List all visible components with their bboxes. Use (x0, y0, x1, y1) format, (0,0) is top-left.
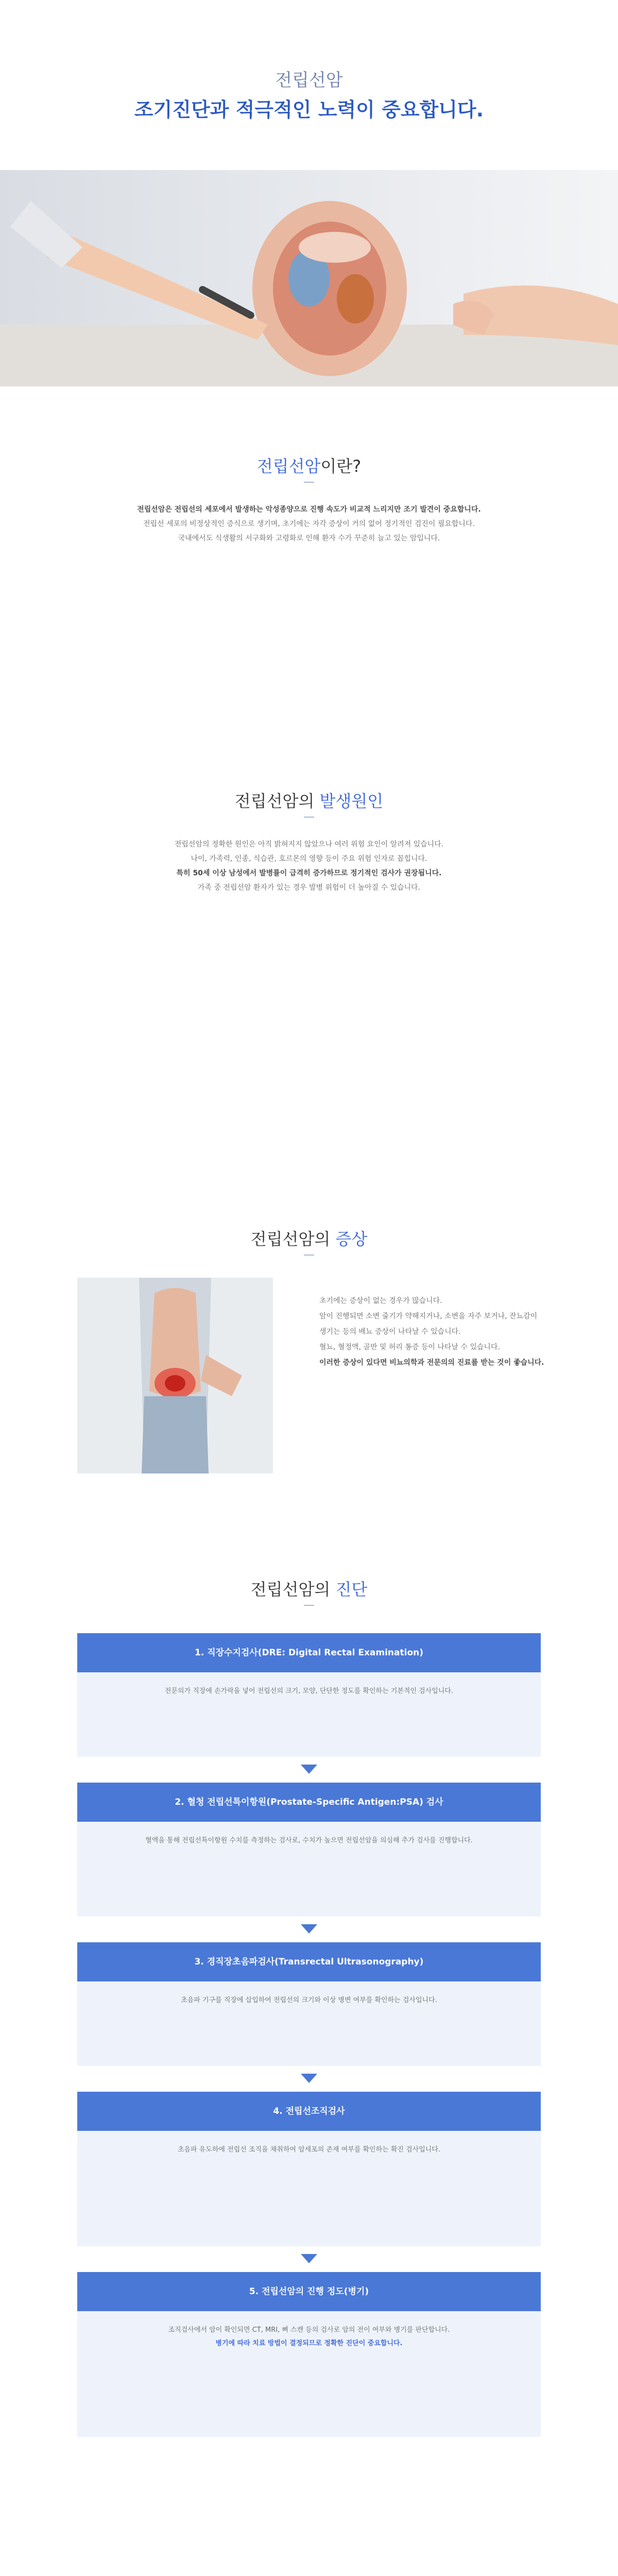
diagnosis-step-title: 3. 경직장초음파검사(Transrectal Ultrasonography) (77, 1942, 541, 1981)
diagnosis-step-body: 초음파 유도하에 전립선 조직을 채취하여 암세포의 존재 여부를 확인하는 확진 검사입니다. (177, 2146, 441, 2154)
diagnosis-step (77, 1633, 541, 1757)
cause-para-4: 가족 중 전립선암 환자가 있는 경우 발병 위험이 더 높아질 수 있습니다. (197, 884, 421, 892)
symptom-text (319, 1293, 546, 1370)
diagnosis-heading (0, 1577, 618, 1600)
arrow-down-icon (301, 1924, 317, 1934)
symptom-divider (304, 1255, 314, 1256)
arrow-down-icon (301, 2254, 317, 2263)
diagnosis-divider (304, 1605, 314, 1606)
symptom-text-4: 이러한 증상이 있다면 비뇨의학과 전문의의 진료를 받는 것이 좋습니다. (319, 1359, 544, 1367)
diagnosis-step (77, 2272, 541, 2437)
diagnosis-step-body: 초음파 기구를 직장에 삽입하여 전립선의 크기와 이상 병변 여부를 확인하는 검사입니다. (181, 1996, 437, 2004)
cause-heading-accent: 발생원인 (319, 791, 384, 811)
cause-divider (304, 817, 314, 818)
what-para-1: 전립선암은 전립선의 세포에서 발생하는 악성종양으로 진행 속도가 비교적 느리지만 조기 발견이 중요합니다. (137, 505, 481, 514)
arrow-down-icon (301, 1765, 317, 1774)
diagnosis-step (77, 2092, 541, 2246)
cause-paragraph (77, 837, 541, 895)
cause-para-3: 특히 50세 이상 남성에서 발병률이 급격히 증가하므로 정기적인 검사가 권장됩니다. (176, 869, 442, 877)
cause-para-2: 나이, 가족력, 인종, 식습관, 호르몬의 영향 등이 주요 위험 인자로 꼽힙니다. (191, 855, 427, 863)
symptom-image (77, 1278, 273, 1473)
what-para-2: 전립선 세포의 비정상적인 증식으로 생기며, 초기에는 자각 증상이 거의 없어 정기적인 검진이 필요합니다. (143, 520, 475, 528)
cause-heading-prefix: 전립선암의 (234, 791, 320, 811)
symptom-text-1: 초기에는 증상이 없는 경우가 많습니다. (319, 1297, 442, 1305)
cause-heading (0, 788, 618, 812)
diagnosis-step-5-body: 조직검사에서 암이 확인되면 CT, MRI, 뼈 스캔 등의 검사로 암의 전이 여부와 병기를 판단합니다. (168, 2326, 450, 2334)
diagnosis-step-title: 1. 직장수지검사(DRE: Digital Rectal Examination) (77, 1633, 541, 1672)
what-heading-accent: 전립선암 (256, 456, 321, 476)
cause-para-1: 전립선암의 정확한 원인은 아직 밝혀지지 않았으나 여러 위험 요인이 알려져 있습니다. (174, 840, 444, 849)
diagnosis-step-body: 혈액을 통해 전립선특이항원 수치를 측정하는 검사로, 수치가 높으면 전립선암을 의심해 추가 검사를 진행합니다. (145, 1837, 473, 1844)
diagnosis-step-body (98, 2324, 520, 2350)
what-divider (304, 482, 314, 483)
diagnosis-step (77, 1783, 541, 1917)
hero-title: 조기진단과 적극적인 노력이 중요합니다. (134, 98, 484, 121)
hero-photo (0, 170, 618, 386)
back-pain-illustration (77, 1278, 273, 1473)
doctor-model-illustration (0, 170, 618, 386)
diagnosis-heading-prefix: 전립선암의 (250, 1580, 336, 1599)
symptom-text-2: 암이 진행되면 소변 줄기가 약해지거나, 소변을 자주 보거나, 잔뇨감이 생기는 등의 배뇨 증상이 나타날 수 있습니다. (319, 1312, 538, 1336)
diagnosis-step-body: 전문의가 직장에 손가락을 넣어 전립선의 크기, 모양, 단단한 정도를 확인하는 기본적인 검사입니다. (164, 1687, 454, 1695)
hero-subtitle: 전립선암 (275, 70, 343, 91)
diagnosis-step-title: 4. 전립선조직검사 (77, 2092, 541, 2131)
diagnosis-step-5-highlight: 병기에 따라 치료 방법이 결정되므로 정확한 진단이 중요합니다. (215, 2340, 403, 2347)
diagnosis-step (77, 1942, 541, 2066)
symptom-heading (0, 1226, 618, 1250)
diagnosis-step-title: 2. 혈청 전립선특이항원(Prostate-Specific Antigen:PSA) 검사 (77, 1783, 541, 1822)
symptom-heading-prefix: 전립선암의 (250, 1229, 336, 1249)
symptom-heading-accent: 증상 (335, 1229, 368, 1249)
what-paragraph (77, 502, 541, 546)
diagnosis-heading-accent: 진단 (335, 1580, 368, 1599)
symptom-text-3: 혈뇨, 혈정액, 골반 및 허리 통증 등이 나타날 수 있습니다. (319, 1343, 500, 1351)
what-heading (0, 453, 618, 477)
arrow-down-icon (301, 2074, 317, 2083)
what-para-3: 국내에서도 식생활의 서구화와 고령화로 인해 환자 수가 꾸준히 늘고 있는 암입니다. (178, 534, 440, 543)
diagnosis-step-title: 5. 전립선암의 진행 정도(병기) (77, 2272, 541, 2311)
what-heading-rest: 이란? (320, 456, 362, 476)
